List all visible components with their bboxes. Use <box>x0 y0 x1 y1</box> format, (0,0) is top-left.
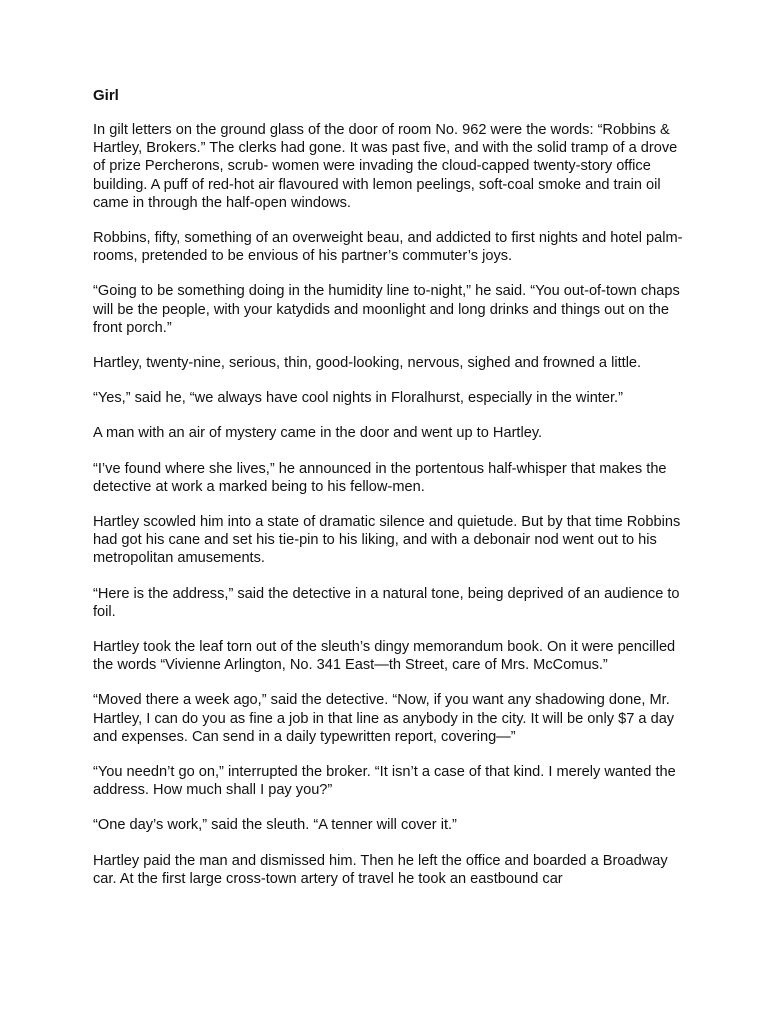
paragraph: “One day’s work,” said the sleuth. “A tenner will cover it.” <box>93 817 457 834</box>
paragraph: Hartley, twenty-nine, serious, thin, good-looking, nervous, sighed and frowned a little. <box>93 355 642 372</box>
paragraph: Hartley paid the man and dismissed him. Then he left the office and boarded a Broadway car. At the first large cross-town artery of travel he took an eastbound car <box>93 852 668 887</box>
paragraph: “Going to be something doing in the humidity line to-night,” he said. “You out-of-town chaps will be the people, with your katydids and moonlight and long drinks and things out on the front porch.” <box>93 283 680 336</box>
paragraph: “Yes,” said he, “we always have cool nights in Floralhurst, especially in the winter.” <box>93 390 623 407</box>
paragraph: “You needn’t go on,” interrupted the broker. “It isn’t a case of that kind. I merely wanted the address. How much shall I pay you?” <box>93 764 676 799</box>
paragraph: “Moved there a week ago,” said the detective. “Now, if you want any shadowing done, Mr. Hartley, I can do you as fine a job in that line as anybody in the city. It will be only $7 a day and expenses. Can send in a daily typewritten report, covering—” <box>93 692 675 745</box>
paragraph: “Here is the address,” said the detective in a natural tone, being deprived of an audience to foil. <box>93 585 680 620</box>
document-page <box>93 86 683 905</box>
paragraph: Hartley scowled him into a state of dramatic silence and quietude. But by that time Robbins had got his cane and set his tie-pin to his liking, and with a debonair nod went out to his metropolitan amusements. <box>93 514 681 567</box>
paragraph: A man with an air of mystery came in the door and went up to Hartley. <box>93 425 543 442</box>
document-title: Girl <box>93 87 119 104</box>
paragraph: Hartley took the leaf torn out of the sleuth’s dingy memorandum book. On it were pencilled the words “Vivienne Arlington, No. 341 East—th Street, care of Mrs. McComus.” <box>93 639 676 674</box>
paragraph: “I’ve found where she lives,” he announced in the portentous half-whisper that makes the detective at work a marked being to his fellow-men. <box>93 460 667 495</box>
paragraph: Robbins, fifty, something of an overweight beau, and addicted to first nights and hotel palm-rooms, pretended to be envious of his partner’s commuter’s joys. <box>93 230 683 265</box>
paragraph: In gilt letters on the ground glass of the door of room No. 962 were the words: “Robbins & Hartley, Brokers.” The clerks had gone. It was past five, and with the solid tramp of a drove of prize Percherons, scrub- women were invading the cloud-capped twenty-story office building. A puff of red-hot air flavoured with lemon peelings, soft-coal smoke and train oil came in through the half-open windows. <box>93 122 678 211</box>
